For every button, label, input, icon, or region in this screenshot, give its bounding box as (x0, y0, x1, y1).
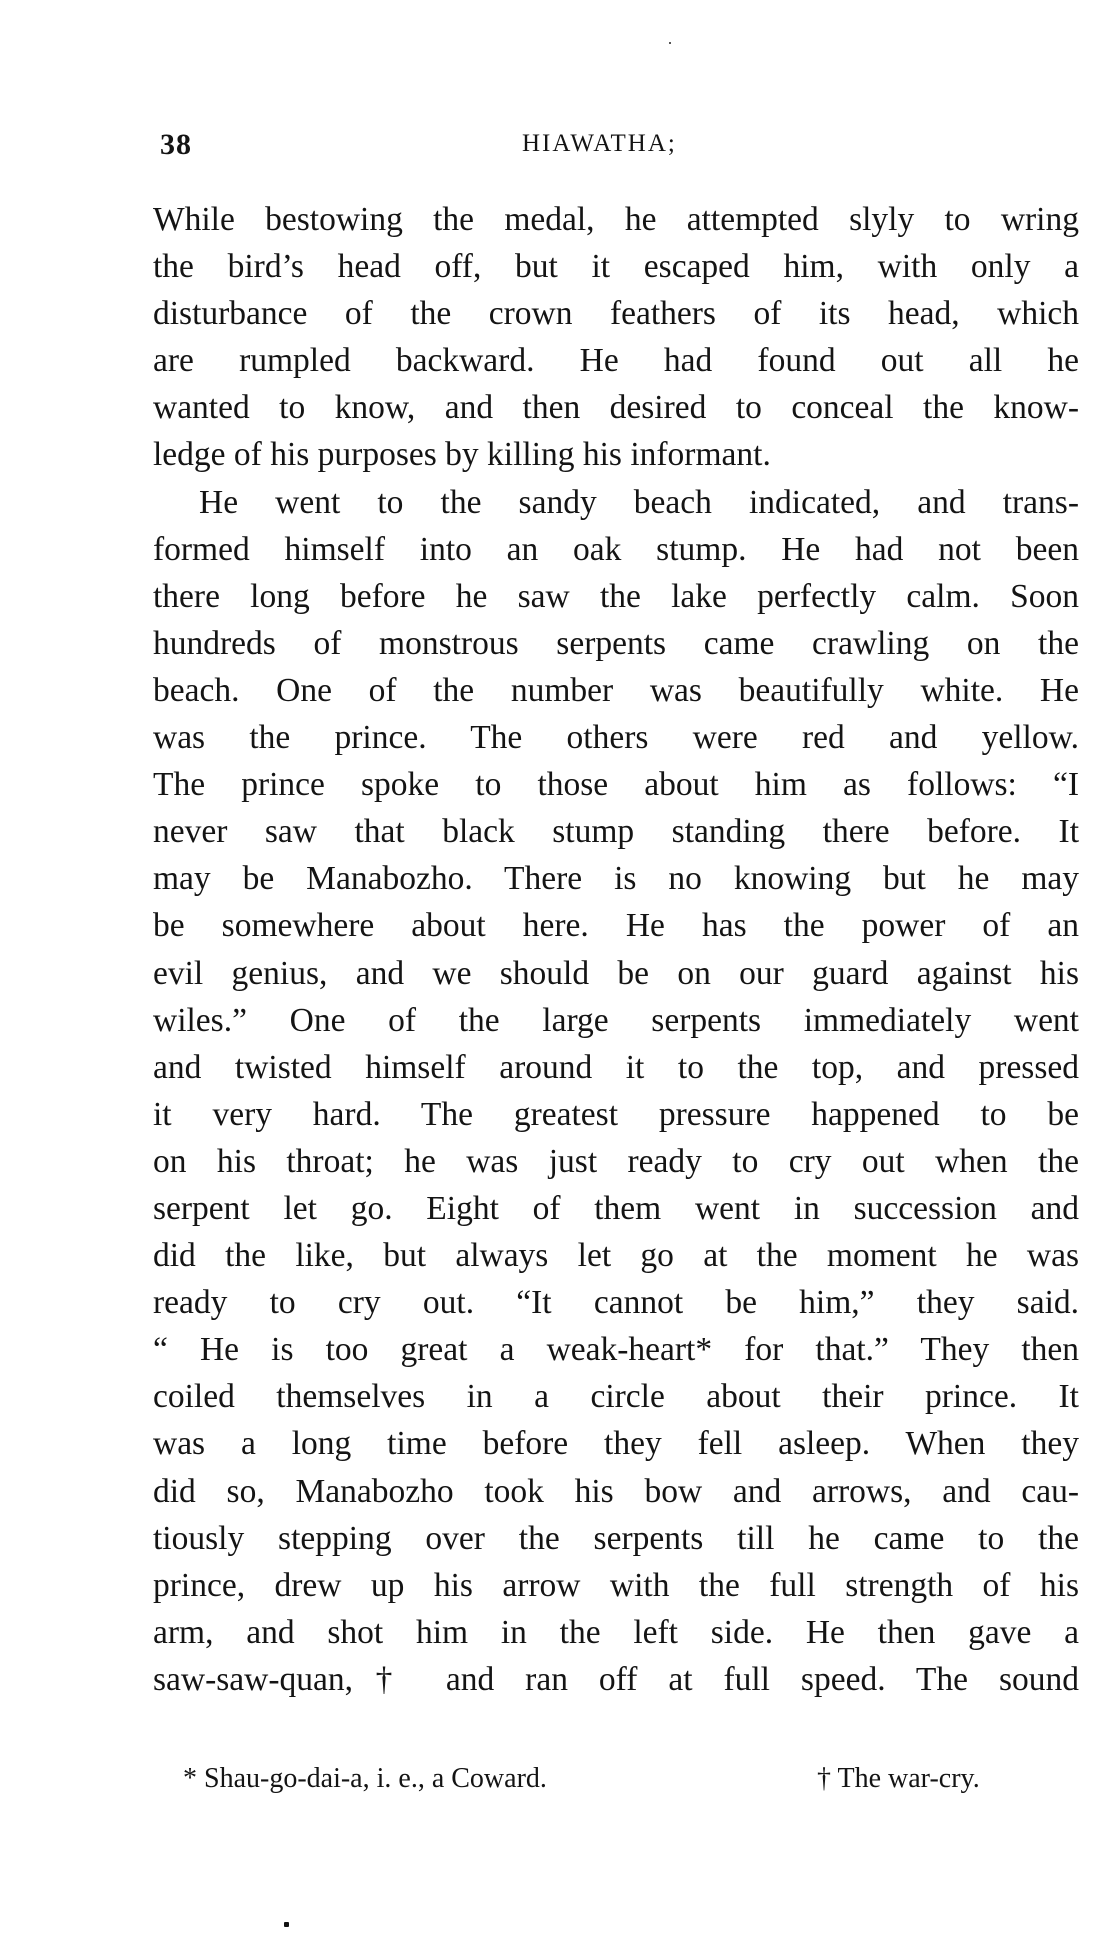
text-line: was a long time before they fell asleep. When they (153, 1425, 1079, 1463)
body-text (153, 196, 1079, 1703)
text-line: “ He is too great a weak-heart* for that.” They then (153, 1331, 1079, 1369)
text-line: was the prince. The others were red and yellow. (153, 719, 1079, 757)
text-line: He went to the sandy beach indicated, and trans- (199, 483, 1079, 521)
text-line: are rumpled backward. He had found out all he (153, 342, 1079, 380)
text-line: formed himself into an oak stump. He had not been (153, 530, 1079, 568)
running-head: HIAWATHA; (522, 130, 677, 157)
text-line: did the like, but always let go at the moment he was (153, 1237, 1079, 1275)
text-line: saw-saw-quan,† and ran off at full speed. The sound (153, 1660, 1079, 1698)
text-line: serpent let go. Eight of them went in succession and (153, 1189, 1079, 1227)
ink-speck (284, 1922, 289, 1927)
text-line: there long before he saw the lake perfectly calm. Soon (153, 577, 1079, 615)
text-line: arm, and shot him in the left side. He then gave a (153, 1613, 1079, 1651)
text-line: it very hard. The greatest pressure happened to be (153, 1095, 1079, 1133)
text-line: beach. One of the number was beautifully white. He (153, 671, 1079, 709)
page-number: 38 (160, 128, 192, 161)
text-line: ledge of his purposes by killing his informant. (153, 436, 771, 474)
footnote-war-cry: † The war-cry. (817, 1763, 980, 1794)
text-line: coiled themselves in a circle about their prince. It (153, 1378, 1079, 1416)
ink-speck (669, 42, 671, 44)
text-line: While bestowing the medal, he attempted slyly to wring (153, 201, 1079, 238)
text-line: tiously stepping over the serpents till he came to the (153, 1519, 1079, 1557)
text-line: wanted to know, and then desired to conceal the know- (153, 389, 1079, 427)
text-line: be somewhere about here. He has the power of an (153, 907, 1079, 945)
page-header (160, 128, 1080, 168)
footnote-coward: * Shau-go-dai-a, i. e., a Coward. (183, 1763, 547, 1794)
text-line: prince, drew up his arrow with the full strength of his (153, 1566, 1079, 1604)
text-line: ready to cry out. “It cannot be him,” they said. (153, 1284, 1079, 1322)
text-line: never saw that black stump standing there before. It (153, 813, 1079, 851)
text-line: disturbance of the crown feathers of its head, which (153, 295, 1079, 333)
text-line: The prince spoke to those about him as follows: “I (153, 766, 1079, 804)
text-line: the bird’s head off, but it escaped him, with only a (153, 248, 1079, 286)
text-line: and twisted himself around it to the top, and pressed (153, 1048, 1079, 1086)
text-line: may be Manabozho. There is no knowing but he may (153, 860, 1079, 898)
text-line: hundreds of monstrous serpents came crawling on the (153, 624, 1079, 662)
text-line: did so, Manabozho took his bow and arrows, and cau- (153, 1472, 1079, 1510)
text-line: on his throat; he was just ready to cry out when the (153, 1142, 1079, 1180)
text-line: wiles.” One of the large serpents immediately went (153, 1001, 1079, 1039)
text-line: evil genius, and we should be on our guard against his (153, 954, 1079, 992)
